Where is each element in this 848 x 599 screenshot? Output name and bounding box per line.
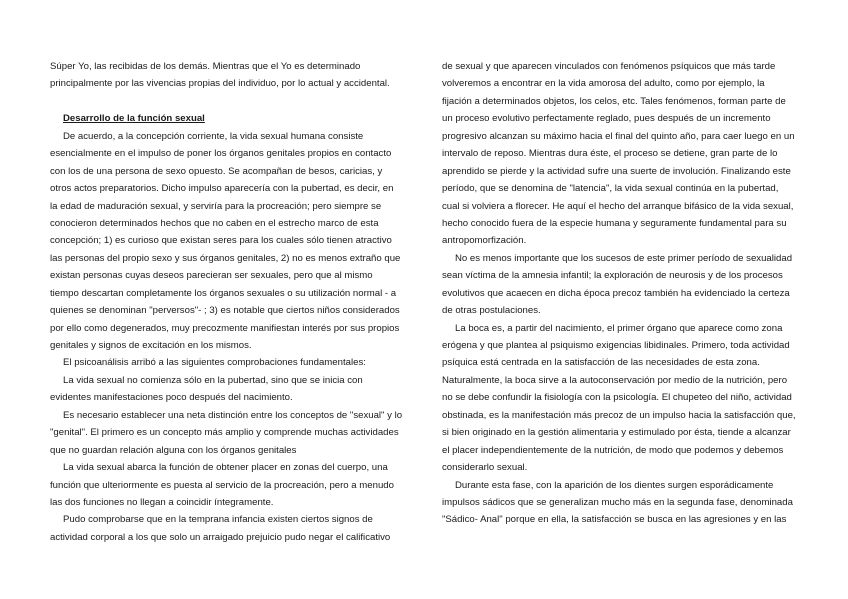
section-heading: Desarrollo de la función sexual: [63, 113, 205, 125]
text-line: principalmente por las vivencias propias del individuo, por lo actual y accidental.: [50, 78, 390, 90]
text-line: si bien originado en la gestión alimentaria y estimulado por ésta, tiende a alcanzar: [442, 427, 791, 439]
text-line: antropomorfización.: [442, 235, 527, 247]
text-line: existan personas cuyas deseos parecieran ser sexuales, pero que al mismo: [50, 270, 373, 282]
text-line: progresivo alcanzan su máximo hacia el final del quinto año, para caer luego en un: [442, 130, 795, 142]
text-line: intervalo de reposo. Mientras dura éste, el proceso se detiene, gran parte de lo: [442, 148, 778, 160]
text-line: "genital". El primero es un concepto más amplio y comprende muchas actividades: [50, 427, 399, 439]
text-line: no se debe confundir la fisiología con la psicología. El chupeteo del niño, actividad: [442, 392, 792, 404]
text-line: evidentes manifestaciones poco después del nacimiento.: [50, 392, 293, 404]
text-line: genitales y signos de excitación en los mismos.: [50, 340, 252, 351]
text-line: Durante esta fase, con la aparición de los dientes surgen esporádicamente: [455, 479, 774, 491]
text-line: la edad de maduración sexual, y serviría para la procreación; pero siempre se: [50, 200, 382, 212]
text-line: con los de una persona de sexo opuesto. Se acompañan de besos, caricias, y: [50, 165, 383, 177]
text-line: que no guardan relación alguna con los órganos genitales: [50, 444, 297, 456]
text-line: De acuerdo, a la concepción corriente, la vida sexual humana consiste: [63, 130, 364, 142]
text-line: otros actos preparatorios. Dicho impulso aparecería con la pubertad, es decir, en: [50, 183, 394, 195]
text-line: aprendido se pierde y la actividad sufre una suerte de involución. Finalizando este: [442, 165, 791, 177]
text-line: las personas del propio sexo y sus órganos genitales, 2) no es menos extraño que: [50, 252, 401, 264]
text-line: La vida sexual no comienza sólo en la pubertad, sino que se inicia con: [63, 374, 363, 386]
text-line: El psicoanálisis arribó a las siguientes comprobaciones fundamentales:: [63, 357, 366, 369]
text-line: considerarlo sexual.: [442, 462, 528, 474]
text-line: período, que se denomina de "latencia", la vida sexual continúa en la pubertad,: [442, 183, 779, 195]
text-line: evolutivos que acaecen en dicha época precoz también ha evidenciado la certeza: [442, 287, 790, 299]
text-line: Es necesario establecer una neta distinción entre los conceptos de "sexual" y lo: [63, 409, 403, 421]
text-line: actividad corporal a los que solo un arraigado prejuicio pudo negar el calificativo: [50, 531, 391, 543]
text-line: de sexual y que aparecen vinculados con fenómenos psíquicos que más tarde: [442, 61, 776, 72]
text-line: La vida sexual abarca la función de obtener placer en zonas del cuerpo, una: [63, 462, 388, 474]
text-line: esencialmente en el impulso de poner los órganos genitales propios en contacto: [50, 148, 392, 160]
text-line: concepción; 1) es curioso que existan seres para los cuales sólo tienen atractivo: [50, 235, 392, 247]
text-line: hecho conocido fuera de la especie humana y seguramente fundamental para su: [442, 217, 787, 229]
text-line: función que ulteriormente es puesta al servicio de la procreación, pero a menudo: [50, 479, 394, 491]
text-line: "Sádico- Anal" porque en ella, la satisfacción se busca en las agresiones y en las: [442, 514, 787, 526]
text-line: cual si volviera a florecer. He aquí el hecho del arranque bifásico de la vida sexual,: [442, 200, 794, 212]
paragraph-gap: [50, 93, 408, 110]
right-column: [442, 58, 818, 529]
text-line: por ello como degenerados, muy precozmente manifiestan interés por sus propios: [50, 322, 400, 334]
left-column: [50, 58, 408, 546]
text-line: volveremos a encontrar en la vida amorosa del adulto, como por ejemplo, la: [442, 78, 765, 90]
text-line: La boca es, a partir del nacimiento, el primer órgano que aparece como zona: [455, 322, 783, 334]
text-line: psíquica está centrada en la satisfacción de las necesidades de esta zona.: [442, 357, 760, 369]
text-line: tiempo descartan completamente los órganos sexuales o su utilización normal - a: [50, 287, 397, 299]
text-line: erógena y que plantea al psiquismo exigencias libidinales. Primero, toda actividad: [442, 340, 790, 351]
text-line: impulsos sádicos que se generalizan mucho más en la segunda fase, denominada: [442, 496, 793, 508]
text-line: de otras postulaciones.: [442, 305, 541, 317]
text-line: No es menos importante que los sucesos de este primer período de sexualidad: [455, 252, 793, 264]
text-line: Naturalmente, la boca sirve a la autoconservación por medio de la nutrición, pero: [442, 374, 788, 386]
text-line: sean víctima de la amnesia infantil; la exploración de neurosis y de los procesos: [442, 270, 783, 282]
text-line: conocieron determinados hechos que no caben en el estrecho marco de esta: [50, 217, 379, 229]
text-line: el placer independientemente de la nutrición, de modo que podemos y debemos: [442, 444, 784, 456]
text-line: un proceso evolutivo perfectamente reglado, pues después de un incremento: [442, 113, 771, 125]
text-line: las dos funciones no llegan a coincidir íntegramente.: [50, 496, 274, 508]
text-line: Súper Yo, las recibidas de los demás. Mientras que el Yo es determinado: [50, 61, 361, 72]
text-line: Pudo comprobarse que en la temprana infancia existen ciertos signos de: [63, 514, 373, 526]
text-line: quienes se denominan "perversos"- ; 3) es notable que ciertos niños considerados: [50, 305, 400, 317]
text-line: fijación a determinados objetos, los celos, etc. Tales fenómenos, forman parte de: [442, 95, 786, 107]
text-line: obstinada, es la manifestación más precoz de un impulso hacia la satisfacción que,: [442, 409, 796, 421]
